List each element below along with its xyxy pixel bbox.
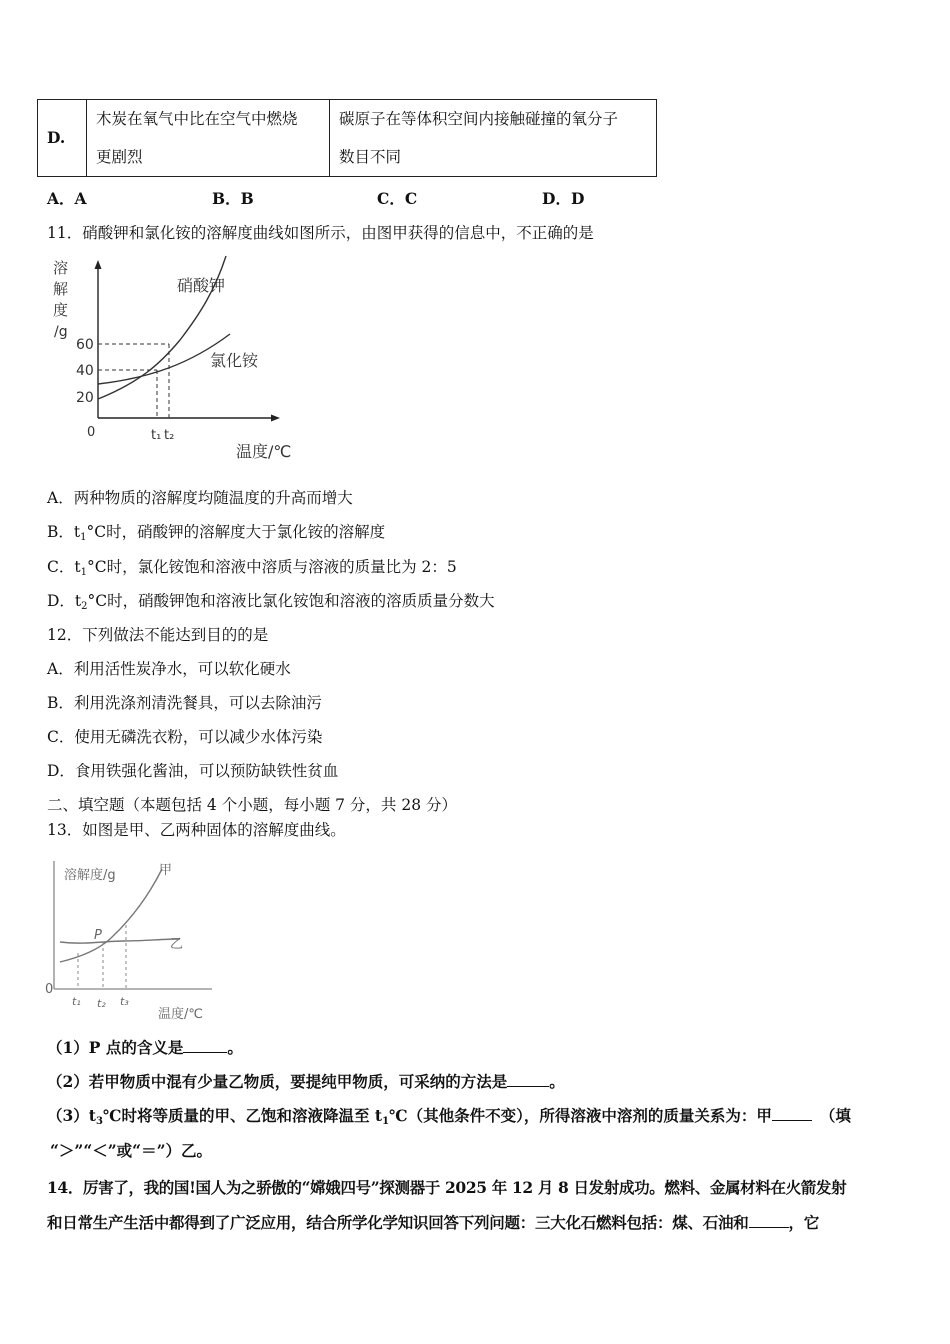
q11-origin: 0 [87, 425, 96, 440]
q13-part-3-d: （填 [819, 1106, 851, 1125]
q13-solubility-figure [40, 855, 230, 1027]
q11-option-d-prefix: D．t [47, 592, 82, 610]
phenomenon-line-2: 更剧烈 [96, 148, 143, 166]
q10-choice-d: D．D [542, 189, 585, 208]
q13-xtick-t1: t₁ [72, 995, 81, 1008]
q11-ylabel-4: /g [54, 324, 68, 340]
q10-choice-b: B．B [212, 189, 254, 208]
q11-option-c-sub: 1 [80, 567, 87, 578]
q12-stem: 12．下列做法不能达到目的的是 [47, 626, 269, 644]
q13-point-p: P [94, 928, 102, 943]
q11-xtick-t2: t₂ [164, 428, 175, 443]
q10-choice-a: A．A [47, 189, 87, 208]
q11-label-nh4cl: 氯化铵 [210, 351, 259, 370]
q13-part-3-line2: “＞”“＜”或“＝”）乙。 [50, 1141, 212, 1160]
q13-blank-2[interactable] [507, 1072, 549, 1087]
q11-option-c [47, 557, 457, 583]
q13-blank-3[interactable] [772, 1106, 812, 1121]
q11-solubility-figure [40, 252, 310, 467]
row-label: D. [38, 100, 87, 177]
q13-part-2 [47, 1072, 565, 1092]
explanation-line-2: 数目不同 [339, 148, 402, 166]
q13-xtick-t2: t₂ [97, 997, 106, 1010]
q14-line-2-text: 和日常生产生活中都得到了广泛应用，结合所学化学知识回答下列问题：三大化石燃料包括：煤、石油和 [47, 1213, 749, 1232]
explanation-cell [330, 100, 657, 177]
q13-label-yi: 乙 [170, 937, 184, 952]
q13-part-3-sub1: 3 [95, 1116, 103, 1127]
q10-choice-c: C．C [377, 189, 418, 208]
q12-option-b: B．利用洗涤剂清洗餐具，可以去除油污 [47, 694, 322, 712]
q13-part-2-text: （2）若甲物质中混有少量乙物质，要提纯甲物质，可采纳的方法是 [47, 1072, 508, 1091]
q14-line-2-end: ，它 [788, 1213, 820, 1232]
q14-blank-1[interactable] [749, 1213, 789, 1228]
phenomenon-line-1: 木炭在氧气中比在空气中燃烧 [96, 110, 298, 128]
phenomenon-cell [87, 100, 330, 177]
q11-option-b [47, 522, 385, 548]
q13-origin: 0 [45, 982, 54, 997]
q13-part-1-end: 。 [227, 1038, 243, 1057]
q12-option-c: C．使用无磷洗衣粉，可以减少水体污染 [47, 728, 323, 746]
q11-x-arrow [271, 415, 280, 422]
q13-part-3-c: ℃（其他条件不变），所得溶液中溶剂的质量关系为：甲 [389, 1106, 772, 1125]
q11-option-b-sub: 1 [80, 532, 87, 543]
q11-y-arrow [95, 260, 102, 269]
q11-option-b-prefix: B．t [47, 523, 81, 541]
q13-part-1 [47, 1038, 243, 1058]
q13-part-3-b: ℃时将等质量的甲、乙饱和溶液降温至 t [102, 1106, 383, 1125]
table-row [38, 100, 657, 177]
q11-ytick-60: 60 [76, 337, 94, 353]
q13-xlabel: 温度/℃ [158, 1007, 203, 1022]
q12-option-a: A．利用活性炭净水，可以软化硬水 [47, 660, 291, 678]
q11-xlabel: 温度/℃ [236, 442, 292, 461]
q13-ylabel: 溶解度/g [64, 868, 116, 883]
q13-stem: 13．如图是甲、乙两种固体的溶解度曲线。 [47, 821, 346, 839]
q11-option-d [47, 591, 495, 617]
q11-ylabel-2: 解 [53, 280, 69, 298]
q11-option-c-text: °C时，氯化铵饱和溶液中溶质与溶液的质量比为 2：5 [86, 558, 457, 576]
q11-ytick-40: 40 [76, 363, 94, 379]
q13-part-2-end: 。 [549, 1072, 565, 1091]
q13-part-1-text: （1）P 点的含义是 [47, 1038, 184, 1057]
q11-ytick-20: 20 [76, 390, 94, 406]
q13-part-3-a: （3）t [47, 1106, 96, 1125]
q13-curve-yi [60, 939, 180, 943]
q11-option-a: A．两种物质的溶解度均随温度的升高而增大 [47, 489, 353, 507]
q11-option-d-sub: 2 [81, 601, 88, 612]
q11-option-d-text: °C时，硝酸钾饱和溶液比氯化铵饱和溶液的溶质质量分数大 [87, 592, 495, 610]
q11-ylabel-1: 溶 [53, 259, 69, 277]
q13-xtick-t3: t₃ [120, 995, 129, 1008]
q12-option-d: D．食用铁强化酱油，可以预防缺铁性贫血 [47, 762, 339, 780]
q13-part-3-sub2: 1 [382, 1116, 390, 1127]
q11-stem: 11．硝酸钾和氯化铵的溶解度曲线如图所示，由图甲获得的信息中，不正确的是 [47, 224, 594, 242]
q11-ylabel-3: 度 [53, 301, 69, 319]
explanation-line-1: 碳原子在等体积空间内接触碰撞的氧分子 [339, 110, 619, 128]
q10-options-table [37, 99, 657, 177]
q13-part-3 [47, 1106, 851, 1132]
q11-xtick-t1: t₁ [151, 428, 162, 443]
q14-line-1: 14．厉害了，我的国!国人为之骄傲的“嫦娥四号”探测器于 2025 年 12 月 8 日发射成功。燃料、金属材料在火箭发射 [47, 1178, 847, 1197]
q11-option-c-prefix: C．t [47, 558, 81, 576]
q13-blank-1[interactable] [183, 1038, 227, 1053]
q11-option-b-text: °C时，硝酸钾的溶解度大于氯化铵的溶解度 [86, 523, 386, 541]
q14-line-2 [47, 1213, 819, 1233]
section-heading: 二、填空题（本题包括 4 个小题，每小题 7 分，共 28 分） [47, 796, 458, 814]
q11-label-kno3: 硝酸钾 [177, 276, 226, 295]
q13-label-jia: 甲 [159, 863, 173, 878]
